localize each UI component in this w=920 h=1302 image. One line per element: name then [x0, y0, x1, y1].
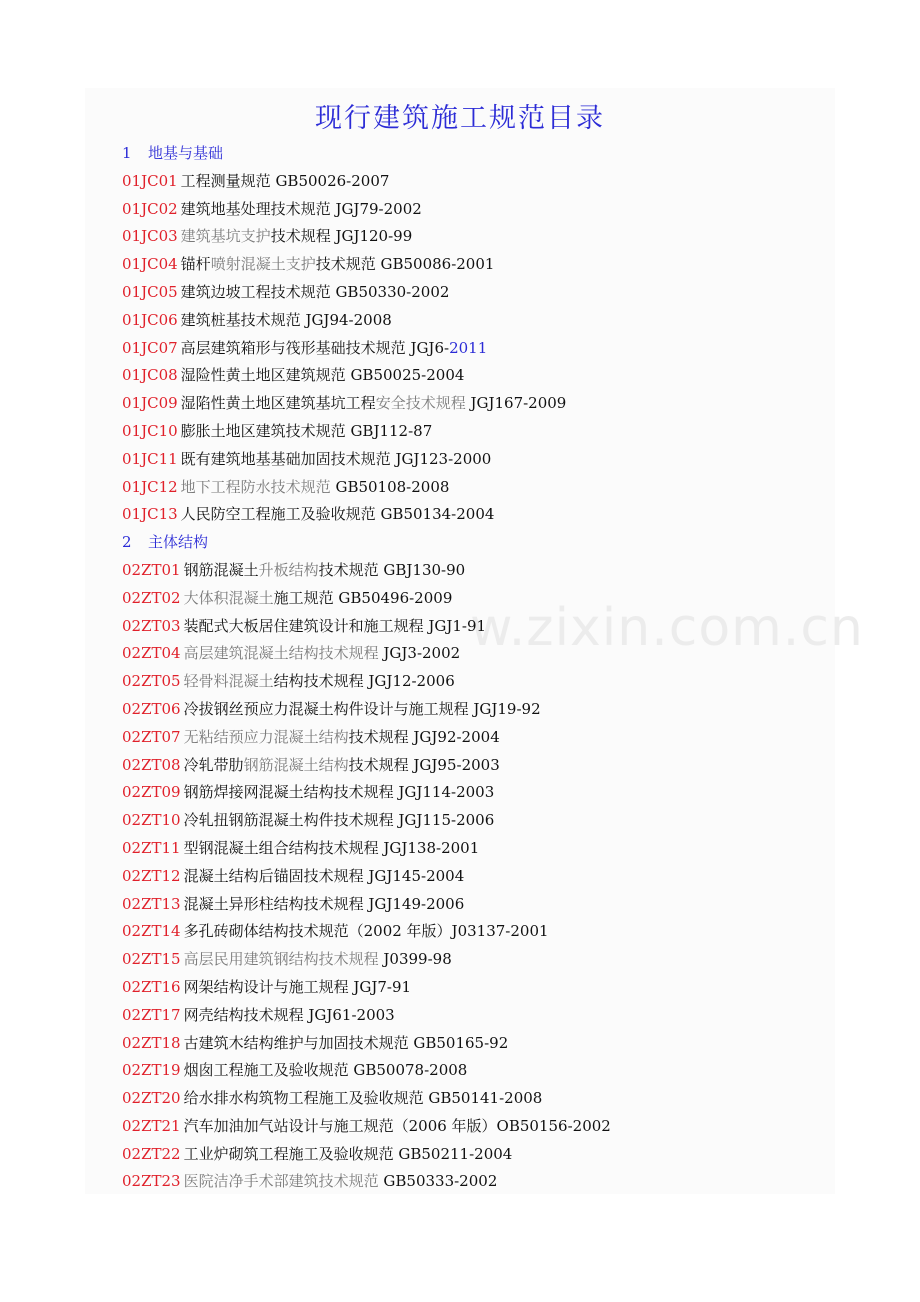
entry-code: 01JC07 [122, 338, 178, 357]
entry-text: J0399-98 [378, 950, 452, 969]
section-title: 地基与基础 [148, 144, 224, 162]
entry-text: 冷轧带肋 [183, 755, 244, 774]
entry-text: JGJ167-2009 [465, 394, 567, 413]
entry-text: 工程测量规范 GB50026-2007 [180, 171, 390, 190]
standards-list [122, 140, 822, 1196]
entry-text: 湿陷性黄土地区建筑基坑工程 [180, 394, 376, 413]
entry-code: 02ZT15 [122, 950, 181, 969]
standard-entry [122, 891, 822, 919]
standard-entry [122, 557, 822, 585]
entry-text: 装配式大板居住建筑设计和施工规程 JGJ1-91 [183, 616, 487, 635]
standard-entry [122, 251, 822, 279]
entry-code: 01JC02 [122, 199, 178, 218]
entry-text: GB50108-2008 [330, 477, 450, 496]
standard-entry [122, 168, 822, 196]
entry-code: 01JC05 [122, 282, 178, 301]
standard-entry [122, 446, 822, 474]
standard-entry [122, 1057, 822, 1085]
standard-entry [122, 1168, 822, 1196]
entry-text: 钢筋焊接网混凝土结构技术规程 JGJ114-2003 [183, 783, 495, 802]
entry-code: 02ZT23 [122, 1172, 181, 1191]
entry-code: 02ZT19 [122, 1061, 181, 1080]
entry-text: 安全技术规程 [375, 394, 466, 413]
standard-entry [122, 585, 822, 613]
section-number: 2 [122, 533, 132, 552]
entry-code: 01JC12 [122, 477, 178, 496]
entry-text: 湿险性黄土地区建筑规范 GB50025-2004 [180, 366, 465, 385]
standard-entry [122, 307, 822, 335]
entry-code: 02ZT02 [122, 588, 181, 607]
entry-text: JGJ3-2002 [378, 644, 461, 663]
entry-code: 02ZT18 [122, 1033, 181, 1052]
entry-text: 大体积混凝土 [183, 588, 274, 607]
entry-code: 02ZT03 [122, 616, 181, 635]
entry-code: 02ZT04 [122, 644, 181, 663]
entry-code: 02ZT08 [122, 755, 181, 774]
entry-text: 钢筋混凝土结构 [243, 755, 349, 774]
entry-code: 02ZT17 [122, 1005, 181, 1024]
entry-code: 01JC13 [122, 505, 178, 524]
entry-text: 高层民用建筑钢结构技术规程 [183, 950, 379, 969]
standard-entry [122, 696, 822, 724]
standard-entry [122, 196, 822, 224]
entry-text: 烟囱工程施工及验收规范 GB50078-2008 [183, 1061, 468, 1080]
entry-code: 01JC03 [122, 227, 178, 246]
standard-entry [122, 863, 822, 891]
entry-text: 人民防空工程施工及验收规范 GB50134-2004 [180, 505, 495, 524]
entry-text: 建筑桩基技术规范 JGJ94-2008 [180, 310, 392, 329]
entry-code: 02ZT10 [122, 811, 181, 830]
entry-text: 升板结构 [258, 560, 319, 579]
entry-text: 建筑基坑支护 [180, 227, 271, 246]
standard-entry [122, 668, 822, 696]
entry-text: 建筑地基处理技术规范 JGJ79-2002 [180, 199, 422, 218]
standard-entry [122, 501, 822, 529]
entry-text: 2011 [449, 338, 488, 357]
entry-text: 膨胀土地区建筑技术规范 GBJ112-87 [180, 421, 433, 440]
entry-text: 轻骨料混凝土 [183, 672, 274, 691]
entry-text: 地下工程防水技术规范 [180, 477, 331, 496]
entry-text: 建筑边坡工程技术规范 GB50330-2002 [180, 282, 450, 301]
standard-entry [122, 613, 822, 641]
standard-entry [122, 752, 822, 780]
entry-code: 02ZT06 [122, 699, 181, 718]
section-heading [122, 140, 822, 168]
entry-text: 网壳结构技术规程 JGJ61-2003 [183, 1005, 395, 1024]
entry-code: 02ZT20 [122, 1089, 181, 1108]
entry-text: 多孔砖砌体结构技术规范（2002 年版）J03137-2001 [183, 922, 549, 941]
standard-entry [122, 223, 822, 251]
entry-text: 冷拔钢丝预应力混凝土构件设计与施工规程 JGJ19-92 [183, 699, 541, 718]
entry-code: 01JC11 [122, 449, 178, 468]
entry-code: 01JC10 [122, 421, 178, 440]
entry-text: 技术规程 JGJ120-99 [270, 227, 413, 246]
standard-entry [122, 1113, 822, 1141]
watermark: w.zixin.com.cn [470, 598, 864, 658]
entry-text: GB50333-2002 [378, 1172, 498, 1191]
entry-text: 给水排水构筑物工程施工及验收规范 GB50141-2008 [183, 1089, 543, 1108]
standard-entry [122, 918, 822, 946]
standard-entry [122, 807, 822, 835]
entry-code: 01JC08 [122, 366, 178, 385]
standard-entry [122, 640, 822, 668]
section-title: 主体结构 [148, 533, 209, 552]
standard-entry [122, 279, 822, 307]
entry-text: 汽车加油加气站设计与施工规范（2006 年版）OB50156-2002 [183, 1116, 611, 1135]
entry-code: 02ZT07 [122, 727, 181, 746]
entry-code: 02ZT21 [122, 1116, 181, 1135]
standard-entry [122, 779, 822, 807]
entry-code: 02ZT22 [122, 1144, 181, 1163]
entry-code: 02ZT12 [122, 866, 181, 885]
standard-entry [122, 1141, 822, 1169]
entry-text: 混凝土异形柱结构技术规程 JGJ149-2006 [183, 894, 465, 913]
entry-text: 工业炉砌筑工程施工及验收规范 GB50211-2004 [183, 1144, 513, 1163]
entry-code: 01JC01 [122, 171, 178, 190]
entry-text: 网架结构设计与施工规程 JGJ7-91 [183, 977, 412, 996]
entry-text: 型钢混凝土组合结构技术规程 JGJ138-2001 [183, 838, 480, 857]
entry-code: 02ZT16 [122, 977, 181, 996]
entry-code: 02ZT01 [122, 560, 181, 579]
entry-text: 冷轧扭钢筋混凝土构件技术规程 JGJ115-2006 [183, 811, 495, 830]
entry-code: 02ZT14 [122, 922, 181, 941]
standard-entry [122, 1002, 822, 1030]
entry-code: 01JC04 [122, 255, 178, 274]
entry-code: 01JC09 [122, 394, 178, 413]
entry-text: 喷射混凝土支护 [210, 255, 316, 274]
entry-text: 钢筋混凝土 [183, 560, 259, 579]
standard-entry [122, 724, 822, 752]
entry-text: 技术规程 JGJ95-2003 [348, 755, 500, 774]
entry-text: 高层建筑箱形与筏形基础技术规范 JGJ6- [180, 338, 450, 357]
standard-entry [122, 418, 822, 446]
standard-entry [122, 1085, 822, 1113]
entry-text: 医院洁净手术部建筑技术规范 [183, 1172, 379, 1191]
standard-entry [122, 835, 822, 863]
entry-text: 技术规范 GB50086-2001 [315, 255, 495, 274]
entry-text: 锚杆 [180, 255, 211, 274]
standard-entry [122, 335, 822, 363]
document-title: 现行建筑施工规范目录 [315, 103, 605, 134]
standard-entry [122, 946, 822, 974]
standard-entry [122, 390, 822, 418]
entry-text: 技术规程 JGJ92-2004 [348, 727, 500, 746]
entry-text: 无粘结预应力混凝土结构 [183, 727, 349, 746]
entry-code: 01JC06 [122, 310, 178, 329]
standard-entry [122, 974, 822, 1002]
entry-code: 02ZT11 [122, 838, 181, 857]
entry-text: 高层建筑混凝土结构技术规程 [183, 644, 379, 663]
entry-text: 既有建筑地基基础加固技术规范 JGJ123-2000 [180, 449, 492, 468]
standard-entry [122, 474, 822, 502]
entry-code: 02ZT05 [122, 672, 181, 691]
section-number: 1 [122, 144, 132, 162]
section-heading [122, 529, 822, 557]
entry-text: 施工规范 GB50496-2009 [273, 588, 453, 607]
entry-text: 技术规范 GBJ130-90 [318, 560, 466, 579]
entry-code: 02ZT13 [122, 894, 181, 913]
entry-text: 古建筑木结构维护与加固技术规范 GB50165-92 [183, 1033, 509, 1052]
entry-text: 混凝土结构后锚固技术规程 JGJ145-2004 [183, 866, 465, 885]
standard-entry [122, 1030, 822, 1058]
entry-text: 结构技术规程 JGJ12-2006 [273, 672, 455, 691]
entry-code: 02ZT09 [122, 783, 181, 802]
standard-entry [122, 362, 822, 390]
